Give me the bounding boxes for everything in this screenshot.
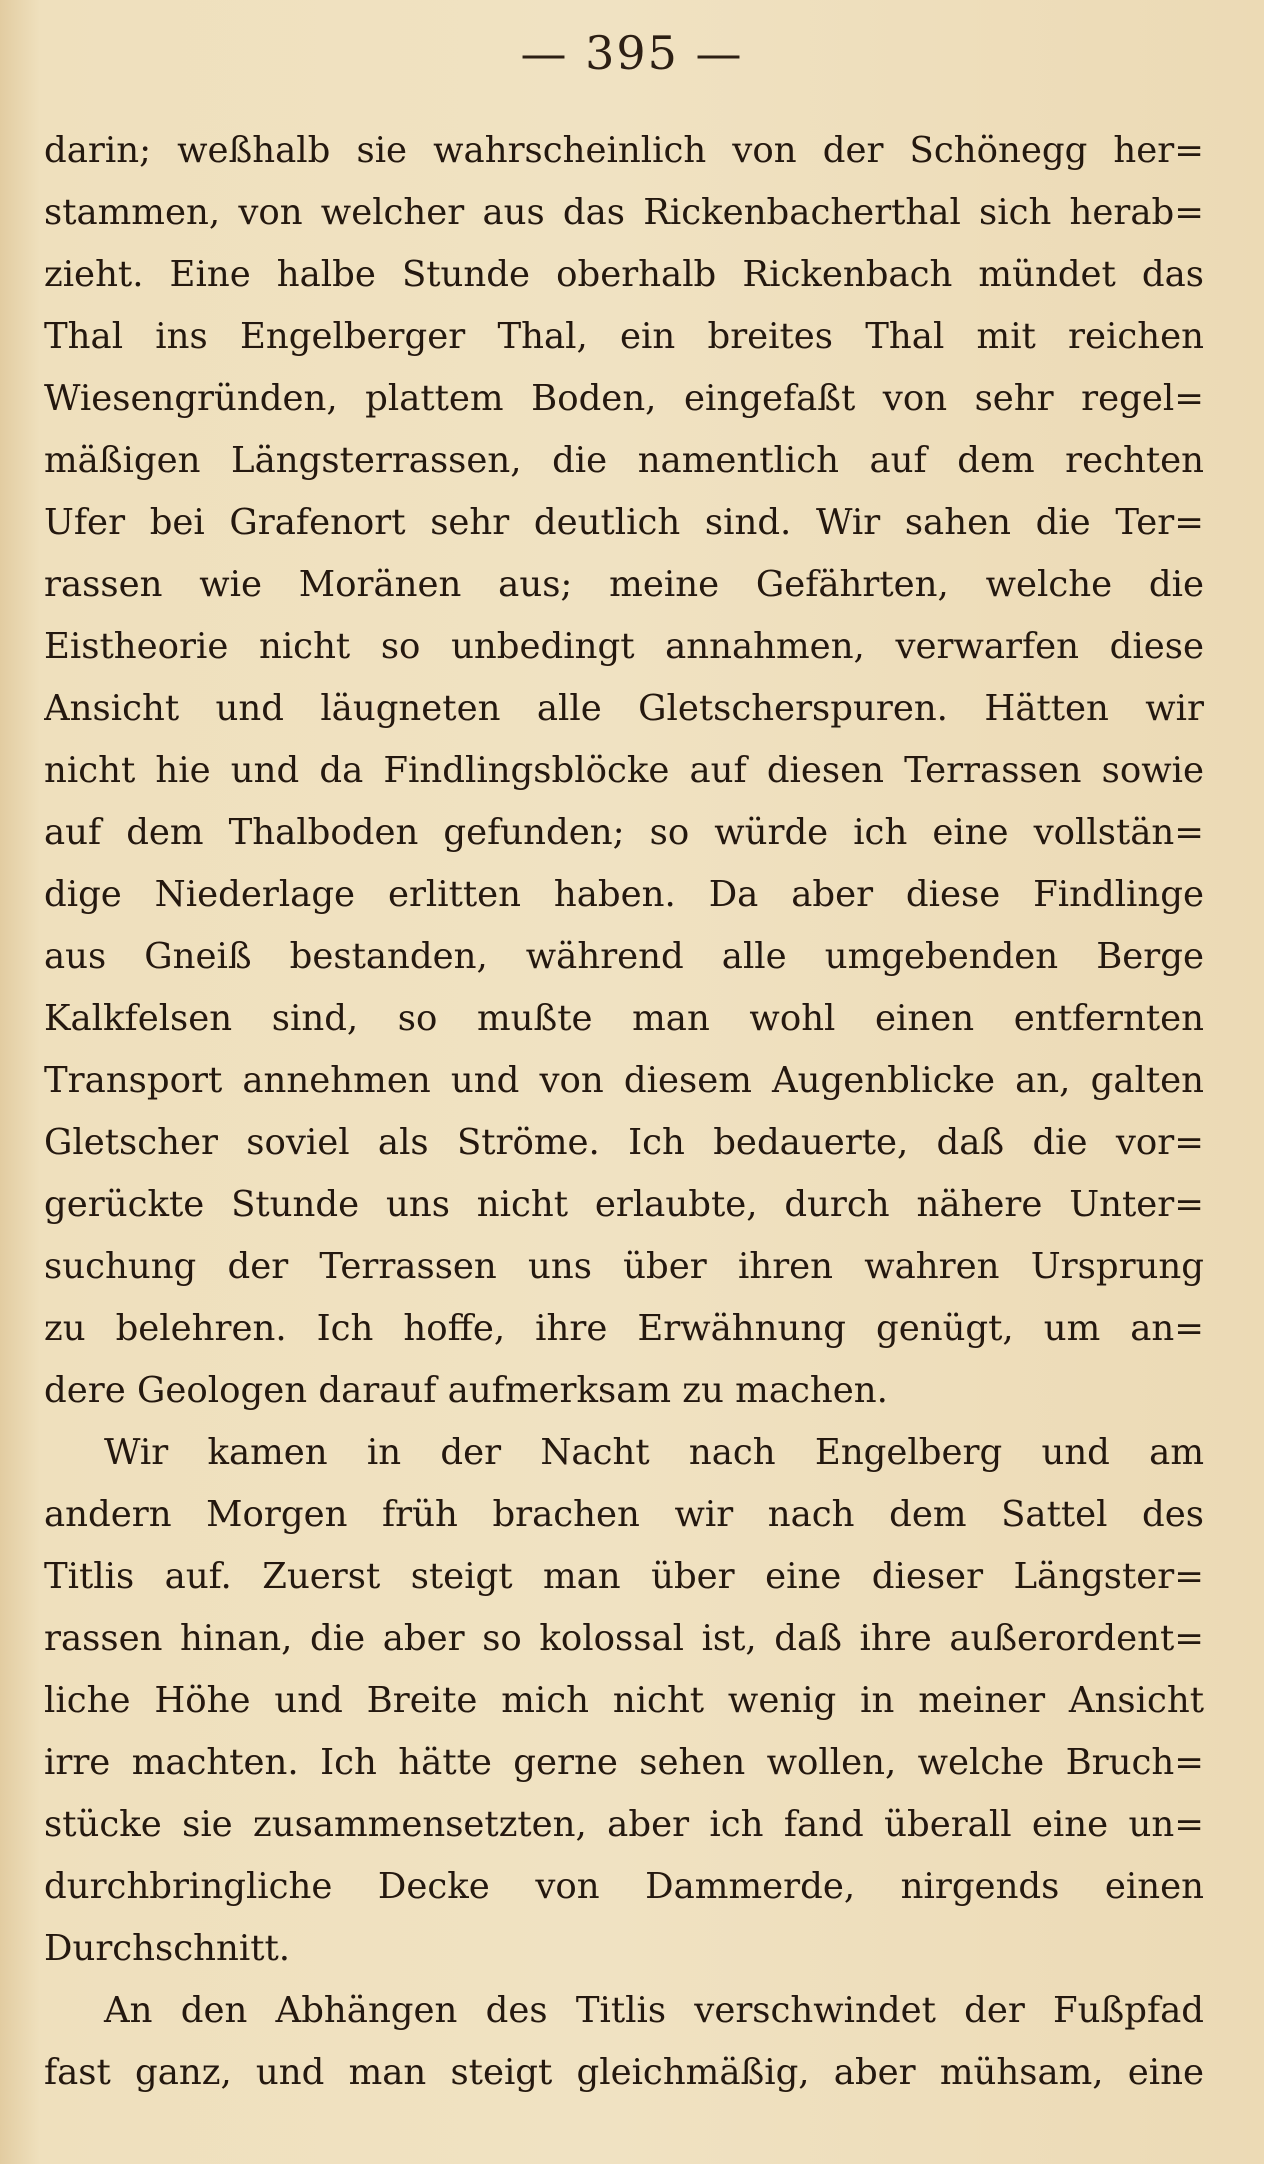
- text-line: irre machten. Ich hätte gerne sehen wollen, welche Bruch=: [44, 1742, 1204, 1783]
- text-line: suchung der Terrassen uns über ihren wahren Ursprung: [44, 1246, 1204, 1287]
- text-line: An den Abhängen des Titlis verschwindet der Fußpfad: [104, 1990, 1204, 2031]
- text-line: darin; weßhalb sie wahrscheinlich von der Schönegg her=: [44, 130, 1204, 171]
- text-line: liche Höhe und Breite mich nicht wenig in meiner Ansicht: [44, 1680, 1204, 1721]
- text-line: Thal ins Engelberger Thal, ein breites Thal mit reichen: [44, 316, 1204, 357]
- text-line: zieht. Eine halbe Stunde oberhalb Rickenbach mündet das: [44, 254, 1204, 295]
- text-line: stücke sie zusammensetzten, aber ich fand überall eine un=: [44, 1804, 1204, 1845]
- text-line: dige Niederlage erlitten haben. Da aber diese Findlinge: [44, 874, 1204, 915]
- text-line: Durchschnitt.: [44, 1928, 291, 1969]
- text-line: dere Geologen darauf aufmerksam zu machen.: [44, 1370, 888, 1411]
- text-line: durchbringliche Decke von Dammerde, nirgends einen: [44, 1866, 1204, 1907]
- text-line: aus Gneiß bestanden, während alle umgebenden Berge: [44, 936, 1204, 977]
- text-line: Wiesengründen, plattem Boden, eingefaßt von sehr regel=: [44, 378, 1204, 419]
- text-line: zu belehren. Ich hoffe, ihre Erwähnung genügt, um an=: [44, 1308, 1204, 1349]
- text-line: stammen, von welcher aus das Rickenbacherthal sich herab=: [44, 192, 1204, 233]
- text-line: rassen hinan, die aber so kolossal ist, daß ihre außerordent=: [44, 1618, 1204, 1659]
- text-line: gerückte Stunde uns nicht erlaubte, durch nähere Unter=: [44, 1184, 1204, 1225]
- text-line: Eistheorie nicht so unbedingt annahmen, verwarfen diese: [44, 626, 1204, 667]
- text-line: fast ganz, und man steigt gleichmäßig, aber mühsam, eine: [44, 2052, 1204, 2093]
- text-line: Wir kamen in der Nacht nach Engelberg und am: [104, 1432, 1204, 1473]
- body-text: [44, 120, 1204, 2104]
- text-line: andern Morgen früh brachen wir nach dem Sattel des: [44, 1494, 1204, 1535]
- text-line: Ufer bei Grafenort sehr deutlich sind. Wir sahen die Ter=: [44, 502, 1204, 543]
- text-line: Titlis auf. Zuerst steigt man über eine dieser Längster=: [44, 1556, 1204, 1597]
- text-line: auf dem Thalboden gefunden; so würde ich eine vollstän=: [44, 812, 1204, 853]
- text-line: mäßigen Längsterrassen, die namentlich auf dem rechten: [44, 440, 1204, 481]
- text-line: rassen wie Moränen aus; meine Gefährten, welche die: [44, 564, 1204, 605]
- text-line: Kalkfelsen sind, so mußte man wohl einen entfernten: [44, 998, 1204, 1039]
- text-line: nicht hie und da Findlingsblöcke auf diesen Terrassen sowie: [44, 750, 1204, 791]
- text-line: Ansicht und läugneten alle Gletscherspuren. Hätten wir: [44, 688, 1204, 729]
- text-line: Gletscher soviel als Ströme. Ich bedauerte, daß die vor=: [44, 1122, 1204, 1163]
- text-line: Transport annehmen und von diesem Augenblicke an, galten: [44, 1060, 1204, 1101]
- page-number: — 395 —: [520, 26, 744, 80]
